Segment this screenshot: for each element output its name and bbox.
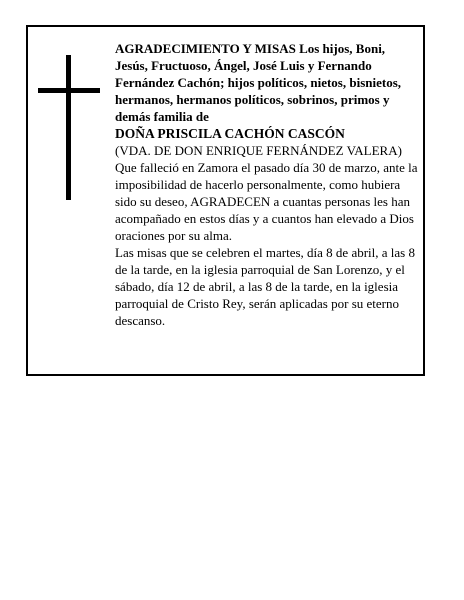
obituary-notice: [26, 25, 425, 376]
notice-heading: AGRADECIMIENTO Y MISAS: [115, 41, 296, 56]
cross-icon: [38, 55, 100, 200]
thanks-paragraph: Que falleció en Zamora el pasado día 30 de marzo, ante la imposibilidad de hacerlo personalmente, como hubiera sido su deseo, AGRADECEN a cuantas personas les han acompañado en estos días y a cuantos han elevado a Dios oraciones por su alma.: [115, 160, 418, 243]
family-intro: Los hijos, Boni, Jesús, Fructuoso, Ángel, José Luis y Fernando Fernández Cachón; hijos políticos, nietos, bisnietos, hermanos, hermanos políticos, sobrinos, primos y demás familia de: [115, 41, 402, 124]
widow-of-line: (VDA. DE DON ENRIQUE FERNÁNDEZ VALERA): [115, 143, 402, 158]
family-intro-paragraph: [115, 40, 421, 125]
masses-paragraph: Las misas que se celebren el martes, día 8 de abril, a las 8 de la tarde, en la iglesia parroquial de San Lorenzo, y el sábado, día 12 de abril, a las 8 de la tarde, en la iglesia parroquial de Cristo Rey, serán aplicadas por su eterno descanso.: [115, 245, 415, 328]
deceased-name: DOÑA PRISCILA CACHÓN CASCÓN: [115, 126, 345, 141]
cross-horizontal-bar: [38, 88, 100, 93]
notice-text: [115, 40, 421, 329]
cross-vertical-bar: [66, 55, 71, 200]
